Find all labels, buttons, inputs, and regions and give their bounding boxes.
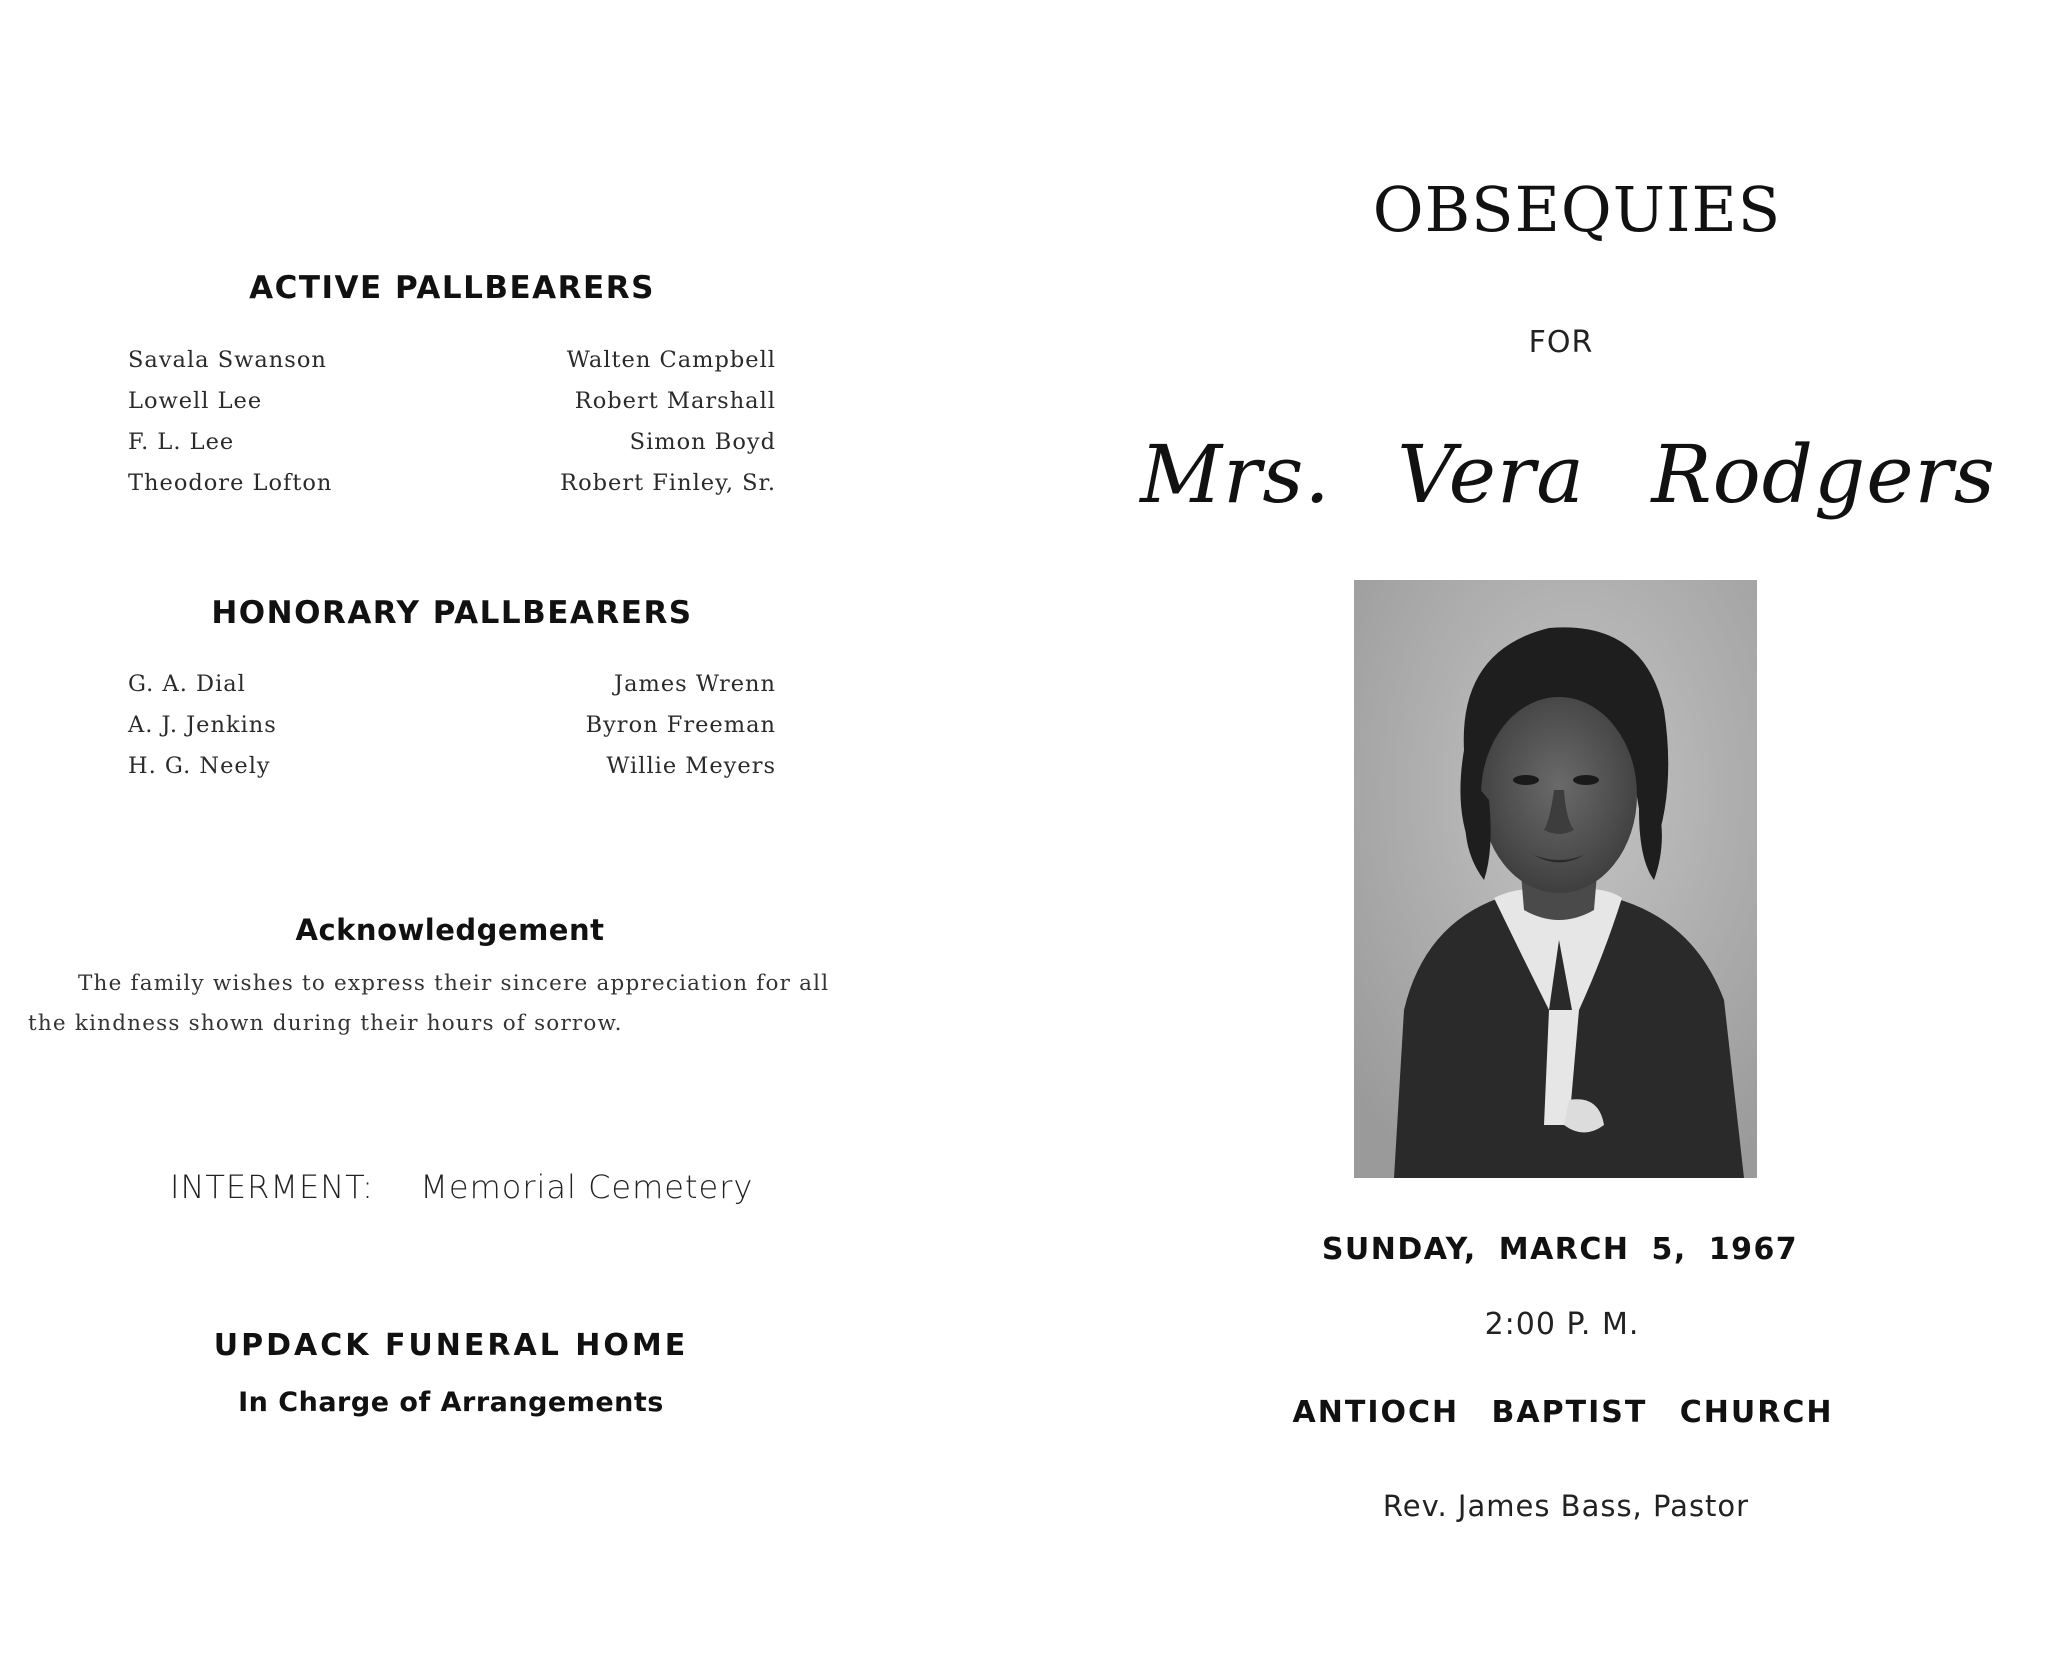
program-title: OBSEQUIES (1372, 173, 1782, 246)
honorary-pallbearers-heading: HONORARY PALLBEARERS (211, 595, 693, 631)
honorary-pallbearers-right-column (586, 664, 776, 787)
funeral-home-note: In Charge of Arrangements (238, 1387, 664, 1418)
portrait-photo (1354, 580, 1757, 1178)
deceased-name: Mrs. Vera Rodgers (1140, 428, 1996, 521)
service-date: SUNDAY, MARCH 5, 1967 (1321, 1232, 1799, 1267)
acknowledgement-line-1: The family wishes to express their sincere appreciation for all (78, 971, 830, 996)
pallbearer-name: A. J. Jenkins (128, 712, 277, 738)
pallbearer-name: Willie Meyers (606, 753, 776, 779)
pallbearer-name: Savala Swanson (128, 347, 327, 373)
acknowledgement-heading: Acknowledgement (295, 913, 605, 947)
active-pallbearers-left-column (128, 340, 332, 504)
pallbearer-name: Byron Freeman (585, 712, 776, 738)
pallbearer-name: Lowell Lee (128, 388, 263, 414)
pastor-name: Rev. James Bass, Pastor (1382, 1489, 1750, 1523)
pallbearer-name: James Wrenn (614, 671, 776, 697)
honorary-pallbearers-left-column (128, 664, 277, 787)
pallbearer-name: Robert Marshall (574, 388, 776, 414)
pallbearer-name: H. G. Neely (128, 753, 271, 779)
pallbearer-name: Robert Finley, Sr. (560, 470, 776, 496)
pallbearer-name: G. A. Dial (128, 671, 246, 697)
interment-line (170, 1168, 753, 1206)
pallbearer-name: Simon Boyd (629, 429, 776, 455)
pallbearer-name: Walten Campbell (566, 347, 776, 373)
active-pallbearers-heading: ACTIVE PALLBEARERS (249, 270, 655, 306)
interment-label: INTERMENT: (170, 1168, 374, 1206)
interment-value: Memorial Cemetery (420, 1168, 754, 1206)
pallbearer-name: F. L. Lee (128, 429, 235, 455)
funeral-home-name: UPDACK FUNERAL HOME (213, 1328, 689, 1363)
acknowledgement-line-2: the kindness shown during their hours of sorrow. (28, 1011, 623, 1036)
pallbearer-name: Theodore Lofton (128, 470, 333, 496)
for-label: FOR (1528, 325, 1594, 360)
active-pallbearers-right-column (560, 340, 776, 504)
church-name: ANTIOCH BAPTIST CHURCH (1292, 1395, 1834, 1430)
service-time: 2:00 P. M. (1484, 1307, 1640, 1342)
